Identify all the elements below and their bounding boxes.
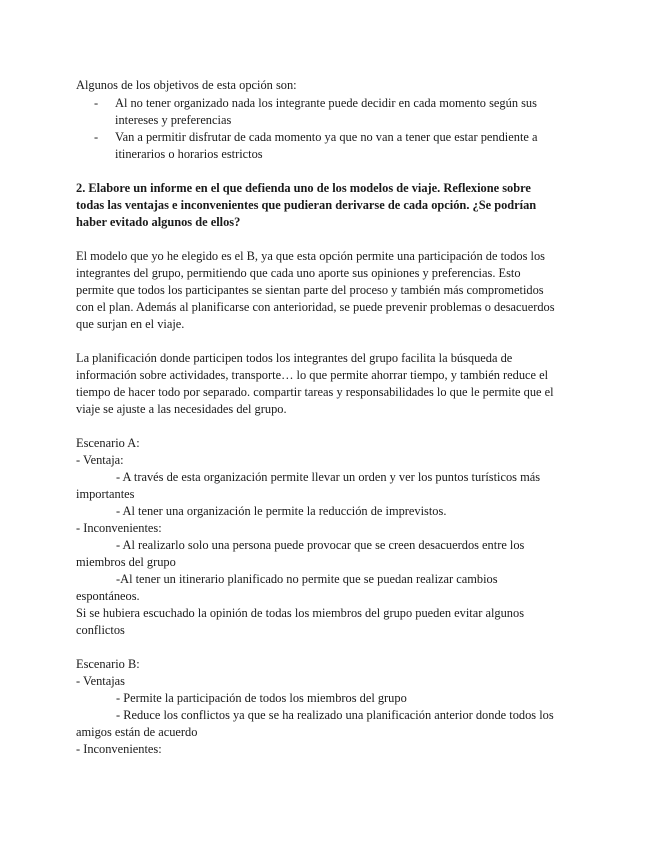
scenario-a-inconveniente-item: espontáneos. [76, 589, 140, 603]
scenario-b-title: Escenario B: [76, 657, 140, 671]
scenario-b-ventaja-item: amigos están de acuerdo [76, 725, 198, 739]
paragraph-line: permite que todos los participantes se sientan parte del proceso y también más comprometidos [76, 283, 544, 297]
scenario-b-ventaja-item: - Permite la participación de todos los miembros del grupo [116, 691, 407, 705]
paragraph-line: información sobre actividades, transporte… lo que permite ahorrar tiempo, y también reduce el [76, 368, 549, 382]
question-heading: haber evitado algunos de ellos? [76, 215, 241, 229]
bullet-text: itinerarios o horarios estrictos [115, 147, 263, 161]
paragraph-line: La planificación donde participen todos los integrantes del grupo facilita la búsqueda de [76, 351, 513, 365]
scenario-a-ventaja-item: importantes [76, 487, 135, 501]
scenario-a-inconvenientes-label: - Inconvenientes: [76, 521, 162, 535]
scenario-a-inconveniente-item: -Al tener un itinerario planificado no permite que se puedan realizar cambios [116, 572, 498, 586]
scenario-a-inconveniente-item: - Al realizarlo solo una persona puede provocar que se creen desacuerdos entre los [116, 538, 525, 552]
objectives-intro: Algunos de los objetivos de esta opción son: [76, 78, 297, 92]
bullet-marker: - [94, 96, 99, 110]
paragraph-line: con el plan. Además al planificarse con anterioridad, se puede prevenir problemas o desacuerdos [76, 300, 555, 314]
question-heading: todas las ventajas e inconvenientes que pudieran derivarse de cada opción. ¿Se podrían [76, 198, 537, 212]
scenario-b-inconvenientes-label: - Inconvenientes: [76, 742, 162, 756]
paragraph-line: que surjan en el viaje. [76, 317, 185, 331]
paragraph-line: El modelo que yo he elegido es el B, ya que esta opción permite una participación de todos los [76, 249, 545, 263]
paragraph-line: viaje se ajuste a las necesidades del grupo. [76, 402, 287, 416]
scenario-a-ventaja-item: - Al tener una organización le permite la reducción de imprevistos. [116, 504, 447, 518]
bullet-text: Van a permitir disfrutar de cada momento ya que no van a tener que estar pendiente a [115, 130, 538, 144]
scenario-a-ventajas-label: - Ventaja: [76, 453, 124, 467]
scenario-a-ventaja-item: - A través de esta organización permite llevar un orden y ver los puntos turísticos más [116, 470, 541, 484]
scenario-a-title: Escenario A: [76, 436, 140, 450]
paragraph-line: tiempo de hacer todo por separado. compartir tareas y responsabilidades lo que le permite que el [76, 385, 554, 399]
bullet-marker: - [94, 130, 99, 144]
scenario-b-ventaja-item: - Reduce los conflictos ya que se ha realizado una planificación anterior donde todos los [116, 708, 554, 722]
scenario-a-inconveniente-item: miembros del grupo [76, 555, 176, 569]
question-heading: 2. Elabore un informe en el que defienda uno de los modelos de viaje. Reflexione sobre [76, 181, 531, 195]
scenario-a-closing: Si se hubiera escuchado la opinión de todas los miembros del grupo pueden evitar algunos [76, 606, 525, 620]
scenario-a-closing: conflictos [76, 623, 125, 637]
bullet-text: Al no tener organizado nada los integrante puede decidir en cada momento según sus [115, 96, 537, 110]
scenario-b-ventajas-label: - Ventajas [76, 674, 125, 688]
paragraph-line: integrantes del grupo, permitiendo que cada uno aporte sus opiniones y preferencias. Esto [76, 266, 521, 280]
bullet-text: intereses y preferencias [115, 113, 232, 127]
